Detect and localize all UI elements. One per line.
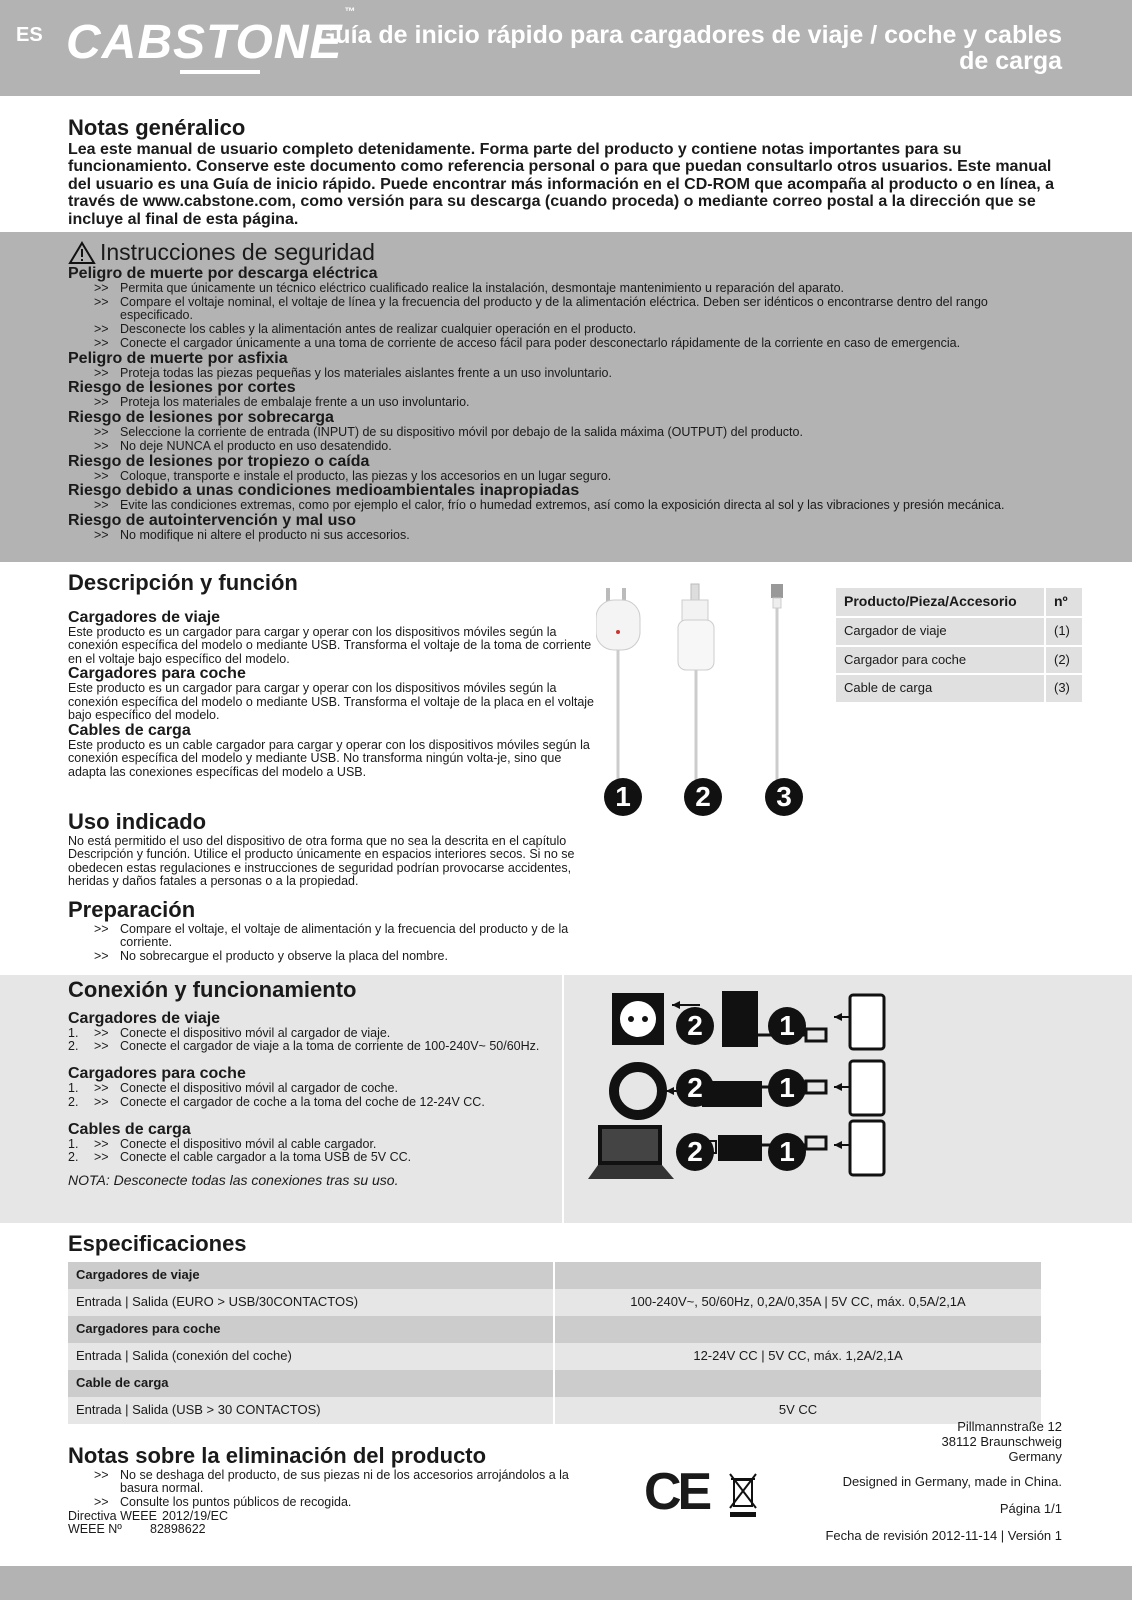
connection-step-text: Conecte el dispositivo móvil al cargador de viaje. bbox=[120, 1025, 391, 1040]
safety-item-text: Evite las condiciones extremas, como por ejemplo el calor, frío o humedad extremos, así como la exposición directa al sol y las vibraciones y presión mecánica. bbox=[120, 498, 1005, 513]
language-code: ES bbox=[16, 24, 43, 46]
bullet-marker: >> bbox=[94, 365, 109, 380]
general-notes-text: Lea este manual de usuario completo detenidamente. Forma parte del producto y contiene notas importantes para su funcionamiento. Conserve este documento como referencia personal o para que puedan consultarlo otros usuarios. Este manual del usuario es una Guía de inicio rápido. Puede encontrar más información en el CD-ROM que acompaña al producto o en línea, a través de www.cabstone.com, como versión para su descarga (cuando proceda) o mediante correo postal a la dirección que se incluye al final de esta página. bbox=[68, 140, 1054, 228]
intended-use-section bbox=[68, 810, 588, 889]
safety-section bbox=[68, 240, 1058, 543]
general-notes-title: Notas genéralico bbox=[68, 115, 246, 140]
spec-group-row bbox=[68, 1370, 1041, 1397]
connection-group-title: Cargadores para coche bbox=[68, 1065, 246, 1083]
safety-item-text: No modifique ni altere el producto ni sus accesorios. bbox=[120, 528, 410, 542]
connection-step bbox=[68, 1027, 548, 1041]
bullet-marker: >> bbox=[94, 322, 109, 336]
connection-step-text: Conecte el cable cargador a la toma USB de 5V CC. bbox=[120, 1150, 412, 1165]
intended-use-text: No está permitido el uso del dispositivo de otra forma que no sea la descrita en el capítulo Descripción y función. Utilice el producto únicamente en espacios interiores secos. Si no se obedecen estas regulaciones e instrucciones de seguridad podrían provocarse accidentes, heridas y daños fatales a personas o a la propiedad. bbox=[68, 833, 575, 889]
safety-item-text: Permita que únicamente un técnico eléctrico cualificado realice la instalación, desmontaje mantenimiento u reparación del aparato. bbox=[120, 280, 845, 295]
bullet-marker: >> bbox=[94, 468, 109, 483]
product-badge-3: 3 bbox=[765, 778, 803, 816]
safety-item-text: Desconecte los cables y la alimentación antes de realizar cualquier operación en el producto. bbox=[120, 322, 637, 336]
parts-table-wrapper bbox=[834, 586, 1084, 704]
connection-step bbox=[68, 1138, 548, 1152]
warning-icon bbox=[68, 241, 96, 265]
bullet-marker: >> bbox=[94, 949, 109, 964]
page-number: Página 1/1 bbox=[999, 1500, 1062, 1516]
step-number: 1. bbox=[68, 1025, 79, 1040]
description-block-title: Cargadores de viaje bbox=[68, 608, 221, 626]
diagram-badge-2-travel: 2 bbox=[676, 1007, 714, 1045]
specs-title: Especificaciones bbox=[68, 1231, 247, 1256]
preparation-list bbox=[68, 923, 588, 964]
connection-group-title: Cargadores de viaje bbox=[68, 1009, 221, 1027]
footer-band bbox=[0, 1566, 1132, 1600]
parts-cell-item: Cargador para coche bbox=[836, 647, 1044, 674]
spec-value: 5V CC bbox=[554, 1397, 1041, 1424]
spec-group-label: Cargadores de viaje bbox=[68, 1262, 554, 1289]
weee-directive: Directiva WEEE 2012/19/EC bbox=[68, 1508, 229, 1523]
connection-section bbox=[68, 978, 548, 1189]
parts-row bbox=[836, 647, 1082, 674]
bullet-marker: >> bbox=[94, 335, 109, 350]
connection-group-title: Cables de carga bbox=[68, 1120, 191, 1138]
disposal-item-text: Consulte los puntos públicos de recogida. bbox=[120, 1495, 352, 1510]
bullet-marker: >> bbox=[94, 1136, 109, 1151]
safety-group-title: Riesgo de lesiones por sobrecarga bbox=[68, 409, 334, 426]
connection-note: NOTA: Desconecte todas las conexiones tras su uso. bbox=[68, 1172, 399, 1189]
spec-group-row bbox=[68, 1262, 1041, 1289]
safety-item-text: Proteja todas las piezas pequeñas y los materiales aislantes frente a un uso involuntario. bbox=[120, 365, 612, 380]
diagram-badge-1-travel: 1 bbox=[768, 1007, 806, 1045]
diagram-badge-2-cable: 2 bbox=[676, 1133, 714, 1171]
spec-group-label: Cargadores para coche bbox=[68, 1316, 554, 1343]
connection-step bbox=[68, 1040, 548, 1054]
parts-cell-no: (1) bbox=[1046, 618, 1082, 645]
safety-item-text: No deje NUNCA el producto en uso desatendido. bbox=[120, 438, 392, 453]
safety-groups bbox=[68, 266, 1058, 543]
description-block-title: Cables de carga bbox=[68, 721, 191, 739]
parts-cell-no: (2) bbox=[1046, 647, 1082, 674]
safety-item-text: Proteja los materiales de embalaje frente a un uso involuntario. bbox=[120, 395, 470, 410]
safety-item bbox=[68, 282, 1058, 296]
connection-step-text: Conecte el cargador de viaje a la toma de corriente de 100-240V~ 50/60Hz. bbox=[120, 1039, 540, 1054]
specs-table-wrapper bbox=[68, 1262, 1041, 1424]
step-number: 2. bbox=[68, 1150, 79, 1165]
safety-item bbox=[68, 499, 1058, 513]
description-section bbox=[68, 571, 598, 779]
product-badge-2: 2 bbox=[684, 778, 722, 816]
disposal-item-text: No se deshaga del producto, de sus piezas ni de los accesorios arrojándolos a la basura normal. bbox=[120, 1467, 569, 1496]
bullet-marker: >> bbox=[94, 1025, 109, 1040]
bullet-marker: >> bbox=[94, 498, 109, 513]
spec-value: 100-240V~, 50/60Hz, 0,2A/0,35A | 5V CC, máx. 0,5A/2,1A bbox=[554, 1289, 1041, 1316]
spec-value-row bbox=[68, 1343, 1041, 1370]
bullet-marker: >> bbox=[94, 438, 109, 453]
description-block-text: Este producto es un cable cargador para cargar y operar con los dispositivos móviles según la conexión específica del modelo y mediante USB. No transforma ningún volta-je, sino que adapta las conexiones específicas del modelo a USB. bbox=[68, 737, 590, 779]
parts-row bbox=[836, 675, 1082, 702]
bullet-marker: >> bbox=[94, 425, 109, 439]
preparation-section bbox=[68, 898, 588, 964]
ce-mark: CE bbox=[644, 1463, 709, 1521]
bullet-marker: >> bbox=[94, 921, 109, 936]
safety-item bbox=[68, 323, 1058, 337]
bullet-marker: >> bbox=[94, 528, 109, 542]
preparation-item bbox=[68, 923, 588, 951]
safety-item bbox=[68, 296, 1058, 324]
parts-header-no: nº bbox=[1046, 588, 1082, 616]
disposal-title: Notas sobre la eliminación del producto bbox=[68, 1443, 487, 1468]
product-images bbox=[596, 580, 816, 820]
safety-item-text: Compare el voltaje nominal, el voltaje de línea y la frecuencia del producto y de la alimentación eléctrica. Deben ser idénticos o encontrarse dentro del rango especificado. bbox=[120, 294, 988, 323]
spec-group-row bbox=[68, 1316, 1041, 1343]
safety-group-title: Riesgo de autointervención y mal uso bbox=[68, 512, 357, 529]
logo-underline bbox=[180, 70, 260, 74]
parts-table bbox=[834, 586, 1084, 704]
parts-cell-item: Cable de carga bbox=[836, 675, 1044, 702]
disposal-item bbox=[68, 1496, 598, 1510]
safety-group-title: Peligro de muerte por asfixia bbox=[68, 349, 288, 367]
spec-label: Entrada | Salida (EURO > USB/30CONTACTOS) bbox=[68, 1289, 554, 1316]
bullet-marker: >> bbox=[94, 1150, 109, 1165]
spec-label: Entrada | Salida (USB > 30 CONTACTOS) bbox=[68, 1397, 554, 1424]
address-city: 38112 Braunschweig bbox=[941, 1433, 1062, 1449]
specs-table bbox=[68, 1262, 1041, 1424]
disposal-list bbox=[68, 1469, 598, 1510]
spec-value: 12-24V CC | 5V CC, máx. 1,2A/2,1A bbox=[554, 1343, 1041, 1370]
document-title: Guía de inicio rápido para cargadores de viaje / coche y cables de carga bbox=[315, 21, 1062, 76]
connection-step-text: Conecte el cargador de coche a la toma del coche de 12-24V CC. bbox=[120, 1094, 485, 1109]
preparation-item-text: No sobrecargue el producto y observe la placa del nombre. bbox=[120, 949, 448, 964]
connection-illustration bbox=[582, 985, 902, 1195]
safety-item bbox=[68, 396, 1058, 410]
bullet-marker: >> bbox=[94, 1039, 109, 1054]
description-block-text: Este producto es un cargador para cargar y operar con los dispositivos móviles según la conexión específica del modelo o mediante USB. Transforma el voltaje de la toma de corriente en el voltaje bajo específico del modelo. bbox=[68, 624, 592, 666]
parts-header-item: Producto/Pieza/Accesorio bbox=[836, 588, 1044, 616]
connection-step-text: Conecte el dispositivo móvil al cargador de coche. bbox=[120, 1081, 398, 1096]
spec-group-empty bbox=[554, 1262, 1041, 1289]
connection-step bbox=[68, 1096, 548, 1110]
step-number: 1. bbox=[68, 1136, 79, 1151]
bullet-marker: >> bbox=[94, 1081, 109, 1096]
spec-group-empty bbox=[554, 1316, 1041, 1343]
brand-logo: CABSTONE™ bbox=[66, 6, 357, 69]
diagram-badge-1-car: 1 bbox=[768, 1069, 806, 1107]
step-number: 2. bbox=[68, 1094, 79, 1109]
general-notes-section bbox=[68, 116, 1058, 229]
revision-date: Fecha de revisión 2012-11-14 | Versión 1 bbox=[825, 1527, 1062, 1543]
safety-item-text: Conecte el cargador únicamente a una toma de corriente de acceso fácil para poder desconectarlo rápidamente de la corriente en caso de emergencia. bbox=[120, 335, 961, 350]
connection-diagram bbox=[582, 985, 902, 1195]
page-header bbox=[0, 0, 1132, 96]
bullet-marker: >> bbox=[94, 1467, 109, 1482]
step-number: 2. bbox=[68, 1039, 79, 1054]
preparation-item bbox=[68, 950, 588, 964]
disposal-item bbox=[68, 1469, 598, 1497]
spec-group-empty bbox=[554, 1370, 1041, 1397]
safety-title-row bbox=[68, 240, 1058, 266]
safety-group-title: Riesgo debido a unas condiciones medioambientales inapropiadas bbox=[68, 482, 580, 500]
description-block-title: Cargadores para coche bbox=[68, 665, 246, 683]
safety-item bbox=[68, 337, 1058, 351]
safety-item bbox=[68, 529, 1058, 543]
product-illustration bbox=[596, 580, 816, 780]
step-number: 1. bbox=[68, 1081, 79, 1096]
diagram-badge-2-car: 2 bbox=[676, 1069, 714, 1107]
description-title: Descripción y función bbox=[68, 570, 298, 595]
address-block bbox=[762, 1420, 1062, 1544]
weee-bin-icon bbox=[728, 1472, 758, 1521]
safety-item-text: Coloque, transporte e instale el producto, las piezas y los accesorios en un lugar seguro. bbox=[120, 468, 612, 483]
description-blocks bbox=[68, 610, 598, 780]
safety-item bbox=[68, 426, 1058, 440]
safety-group-title: Riesgo de lesiones por tropiezo o caída bbox=[68, 452, 370, 470]
safety-group-title: Peligro de muerte por descarga eléctrica bbox=[68, 264, 378, 282]
connection-divider bbox=[562, 975, 564, 1223]
specs-section bbox=[68, 1232, 247, 1257]
preparation-title: Preparación bbox=[68, 897, 196, 922]
bullet-marker: >> bbox=[94, 1094, 109, 1109]
preparation-item-text: Compare el voltaje, el voltaje de alimentación y la frecuencia del producto y de la corriente. bbox=[120, 921, 569, 950]
connection-step bbox=[68, 1151, 548, 1165]
safety-item bbox=[68, 470, 1058, 484]
description-block-text: Este producto es un cargador para cargar y operar con los dispositivos móviles según la conexión específica del modelo o mediante USB. Transforma el voltaje de la placa en el voltaje bajo específico del modelo. bbox=[68, 681, 594, 723]
intended-use-title: Uso indicado bbox=[68, 809, 207, 834]
connection-step-text: Conecte el dispositivo móvil al cable cargador. bbox=[120, 1136, 377, 1151]
connection-title: Conexión y funcionamiento bbox=[68, 977, 357, 1002]
safety-item bbox=[68, 440, 1058, 454]
bullet-marker: >> bbox=[94, 294, 109, 309]
address-street: Pillmannstraße 12 bbox=[957, 1419, 1062, 1434]
parts-cell-item: Cargador de viaje bbox=[836, 618, 1044, 645]
bullet-marker: >> bbox=[94, 1495, 109, 1510]
address-country: Germany bbox=[1008, 1448, 1062, 1464]
safety-item-text: Seleccione la corriente de entrada (INPUT) de su dispositivo móvil por debajo de la salida máxima (OUTPUT) del producto. bbox=[120, 425, 803, 439]
product-badge-1: 1 bbox=[604, 778, 642, 816]
diagram-badge-1-cable: 1 bbox=[768, 1133, 806, 1171]
spec-value-row bbox=[68, 1289, 1041, 1316]
safety-title: Instrucciones de seguridad bbox=[100, 239, 375, 265]
bullet-marker: >> bbox=[94, 280, 109, 295]
connection-groups bbox=[68, 1011, 548, 1166]
parts-cell-no: (3) bbox=[1046, 675, 1082, 702]
parts-row bbox=[836, 618, 1082, 645]
weee-number: WEEE Nº 82898622 bbox=[68, 1522, 206, 1537]
spec-label: Entrada | Salida (conexión del coche) bbox=[68, 1343, 554, 1370]
disposal-section bbox=[68, 1444, 598, 1537]
spec-group-label: Cable de carga bbox=[68, 1370, 554, 1397]
made-in: Designed in Germany, made in China. bbox=[842, 1473, 1062, 1489]
safety-item bbox=[68, 367, 1058, 381]
connection-step bbox=[68, 1082, 548, 1096]
safety-group-title: Riesgo de lesiones por cortes bbox=[68, 379, 296, 397]
bullet-marker: >> bbox=[94, 395, 109, 410]
